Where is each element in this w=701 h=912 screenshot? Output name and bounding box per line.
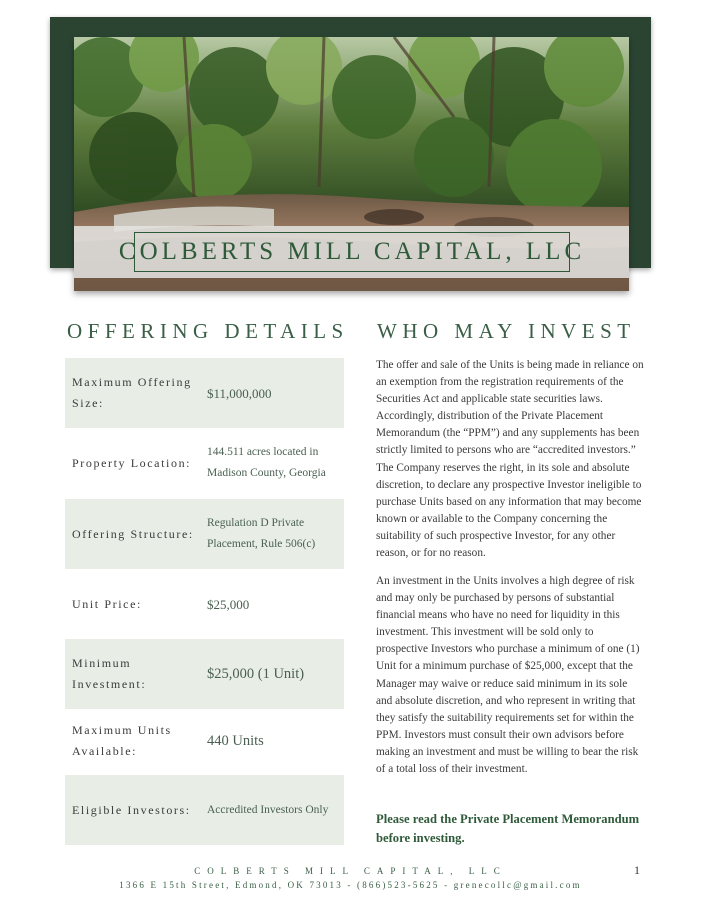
row-label: Property Location: bbox=[72, 455, 192, 470]
row-value: $11,000,000 bbox=[207, 385, 272, 401]
risk-paragraph: An investment in the Units involves a high degree of risk and may only be purchased by persons of substantial financial means who have no need for liquidity in this investment. This investment will be sold only to prospective Investors who purchase a minimum of one (1) Unit for a minimum purchase of $25,000, except that the Manager may waive or reduce said minimum in its sole and absolute discretion, and who represent in writing that they satisfy the suitability requirements set for within the PPM. Investors must consult their own advisors before making an investment and must be willing to bear the risk of a total loss of their investment. bbox=[376, 575, 640, 776]
eligibility-paragraph: The offer and sale of the Units is being made in reliance on an exemption from the registration requirements of the Securities Act and applicable state securities laws. Accordingly, distribution of the Private Placement Memorandum (the “PPM”) and any supplements has been strictly limited to persons who are “accredited investors.” The Company reserves the right, in its sole and absolute discretion, to declare any prospective Investor ineligible to purchase Units based on any information that may become known or available to the Company concerning the suitability of such prospective Investor, for any other reason, or for no reason. bbox=[376, 359, 644, 560]
row-value: Regulation D Private Placement, Rule 506(c) bbox=[207, 517, 316, 550]
table-row bbox=[65, 706, 344, 776]
row-label: Unit Price: bbox=[72, 596, 142, 611]
table-row bbox=[65, 639, 344, 709]
row-label: Minimum Investment: bbox=[72, 656, 147, 691]
company-title: COLBERTS MILL CAPITAL, LLC bbox=[118, 238, 586, 265]
row-value: 144.511 acres located in Madison County, Georgia bbox=[207, 446, 326, 479]
row-label: Offering Structure: bbox=[72, 526, 194, 541]
table-row bbox=[65, 569, 344, 639]
row-label: Maximum Units Available: bbox=[72, 723, 172, 758]
row-value: Accredited Investors Only bbox=[207, 803, 329, 816]
row-value: $25,000 (1 Unit) bbox=[207, 665, 305, 682]
footer-contact: 1366 E 15th Street, Edmond, OK 73013 - (866)523-5625 - grenecollc@gmail.com bbox=[119, 880, 582, 890]
page-number: 1 bbox=[634, 863, 640, 877]
table-row bbox=[65, 775, 344, 845]
footer-company-name: COLBERTS MILL CAPITAL, LLC bbox=[194, 866, 507, 876]
ppm-notice: Please read the Private Placement Memorandum before investing. bbox=[376, 812, 640, 845]
who-may-invest-heading: WHO MAY INVEST bbox=[377, 319, 636, 343]
title-frame bbox=[118, 232, 586, 272]
row-label: Eligible Investors: bbox=[72, 802, 191, 817]
table-row bbox=[65, 358, 344, 428]
offering-details-heading: OFFERING DETAILS bbox=[67, 319, 349, 343]
table-row bbox=[65, 499, 344, 569]
row-label: Maximum Offering Size: bbox=[72, 375, 192, 410]
table-row bbox=[65, 428, 344, 498]
row-value: $25,000 bbox=[207, 596, 250, 612]
row-value: 440 Units bbox=[207, 732, 264, 749]
